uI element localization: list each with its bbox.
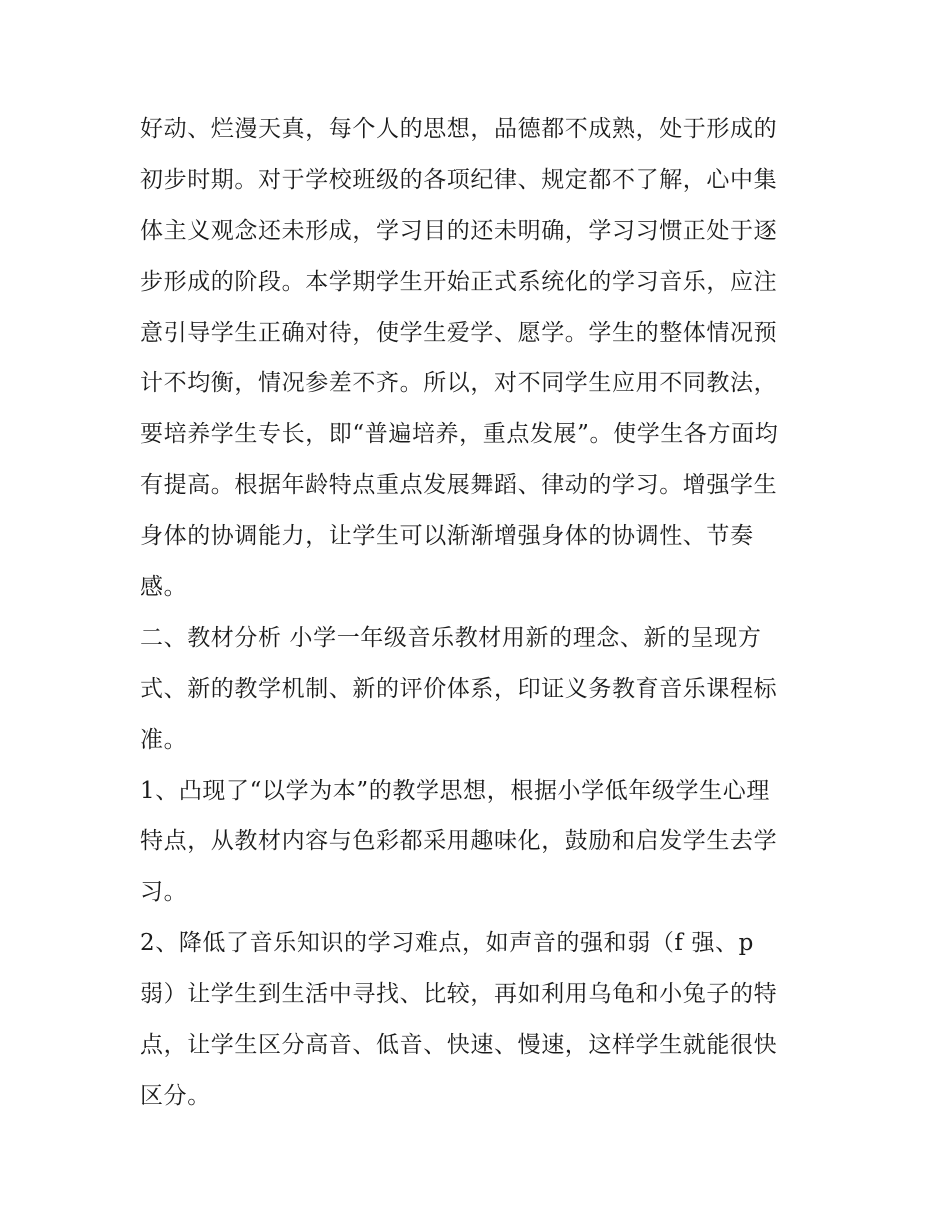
- text-line: 体主义观念还未形成，学习目的还未明确，学习习惯正处于逐: [140, 217, 778, 244]
- text-line: 特点，从教材内容与色彩都采用趣味化，鼓励和启发学生去学: [140, 828, 778, 855]
- text-line: 准。: [140, 726, 188, 753]
- text-line: 步形成的阶段。本学期学生开始正式系统化的学习音乐，应注: [140, 268, 778, 295]
- text-line: 点，让学生区分高音、低音、快速、慢速，这样学生就能很快: [140, 1032, 778, 1059]
- text-line: 要培养学生专长，即“普遍培养，重点发展”。使学生各方面均: [140, 421, 779, 448]
- text-line: 感。: [140, 574, 188, 601]
- list-item-1-line: 1、凸现了“以学为本”的教学思想，根据小学低年级学生心理: [140, 777, 770, 804]
- text-line: 式、新的教学机制、新的评价体系，印证义务教育音乐课程标: [140, 675, 778, 702]
- list-item-2-line: 2、降低了音乐知识的学习难点，如声音的强和弱（f 强、p: [140, 930, 754, 957]
- text-line: 区分。: [140, 1082, 211, 1109]
- text-line: 弱）让学生到生活中寻找、比较，再如利用乌龟和小兔子的特: [140, 981, 778, 1008]
- text-line: 意引导学生正确对待，使学生爱学、愿学。学生的整体情况预: [140, 319, 778, 346]
- section-heading-line: 二、教材分析 小学一年级音乐教材用新的理念、新的呈现方: [140, 624, 762, 651]
- text-line: 好动、烂漫天真，每个人的思想，品德都不成熟，处于形成的: [140, 116, 778, 142]
- text-line: 计不均衡，情况参差不齐。所以，对不同学生应用不同教法，: [140, 370, 778, 397]
- text-line: 身体的协调能力，让学生可以渐渐增强身体的协调性、节奏: [140, 523, 754, 550]
- text-line: 习。: [140, 879, 188, 906]
- text-line: 有提高。根据年龄特点重点发展舞蹈、律动的学习。增强学生: [140, 472, 778, 499]
- text-line: 初步时期。对于学校班级的各项纪律、规定都不了解，心中集: [140, 166, 778, 193]
- body-text: [140, 104, 820, 1122]
